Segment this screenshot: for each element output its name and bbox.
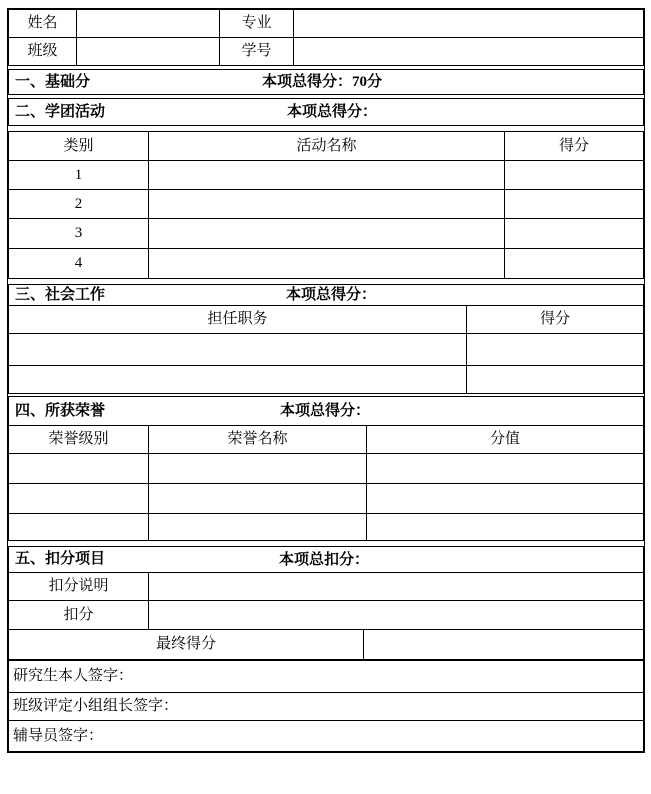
- section-activities-title: 二、学团活动: [15, 103, 106, 120]
- section-base-score-value: 70分: [352, 73, 383, 90]
- section-honors-title: 四、所获荣誉: [15, 402, 106, 419]
- honor-name-cell[interactable]: [149, 514, 367, 541]
- table-row: [9, 397, 644, 426]
- honor-points-cell[interactable]: [367, 484, 644, 514]
- activities-col-category: 类别: [9, 132, 149, 161]
- class-input-cell[interactable]: [77, 38, 220, 66]
- table-row: [9, 484, 644, 514]
- class-label: 班级: [9, 38, 77, 66]
- honor-level-cell[interactable]: [9, 454, 149, 484]
- section-deductions: [8, 546, 644, 660]
- deduction-label: 扣分: [9, 601, 149, 630]
- activity-row-number: 2: [9, 190, 149, 219]
- activity-name-cell[interactable]: [149, 219, 505, 249]
- table-row: [9, 334, 644, 366]
- social-position-cell[interactable]: [9, 366, 467, 394]
- table-row: [9, 285, 644, 306]
- final-score-cell[interactable]: [364, 630, 644, 660]
- table-row: [9, 219, 644, 249]
- honor-points-cell[interactable]: [367, 514, 644, 541]
- info-table: [8, 9, 644, 66]
- honors-col-name: 荣誉名称: [149, 426, 367, 454]
- activity-score-cell[interactable]: [505, 190, 644, 219]
- table-header-row: [9, 132, 644, 161]
- name-input-cell[interactable]: [77, 10, 220, 38]
- activity-score-cell[interactable]: [505, 219, 644, 249]
- section-social: [8, 284, 644, 394]
- table-header-row: [9, 306, 644, 334]
- group-leader-signature-cell[interactable]: 班级评定小组组长签字：: [9, 693, 644, 721]
- section-activities-header: [8, 98, 644, 126]
- social-col-score: 得分: [467, 306, 644, 334]
- table-row: [9, 661, 644, 693]
- honor-name-cell[interactable]: [149, 454, 367, 484]
- section-honors-score-label: 本项总得分：: [280, 402, 371, 419]
- table-row: [9, 601, 644, 630]
- activity-name-cell[interactable]: [149, 190, 505, 219]
- section-social-score-label: 本项总得分：: [286, 286, 377, 303]
- activity-score-cell[interactable]: [505, 249, 644, 279]
- social-position-cell[interactable]: [9, 334, 467, 366]
- section-base-title: 一、基础分: [15, 73, 91, 90]
- social-score-cell[interactable]: [467, 334, 644, 366]
- honors-col-points: 分值: [367, 426, 644, 454]
- table-row: [9, 514, 644, 541]
- activities-col-name: 活动名称: [149, 132, 505, 161]
- table-row: [9, 190, 644, 219]
- section-base-score-label: 本项总得分：: [262, 73, 353, 90]
- activity-score-cell[interactable]: [505, 161, 644, 190]
- deduction-explain-cell[interactable]: [149, 573, 644, 601]
- honor-level-cell[interactable]: [9, 484, 149, 514]
- student-signature-cell[interactable]: 研究生本人签字：: [9, 661, 644, 693]
- section-base: [8, 69, 644, 95]
- table-header-row: [9, 426, 644, 454]
- table-row: [9, 161, 644, 190]
- signatures-table: [8, 660, 644, 752]
- activities-col-score: 得分: [505, 132, 644, 161]
- table-row: [9, 99, 644, 126]
- counselor-signature-cell[interactable]: 辅导员签字：: [9, 721, 644, 752]
- table-row: [9, 454, 644, 484]
- activity-row-number: 1: [9, 161, 149, 190]
- major-label: 专业: [220, 10, 294, 38]
- honors-col-level: 荣誉级别: [9, 426, 149, 454]
- evaluation-form: [7, 8, 645, 753]
- activity-name-cell[interactable]: [149, 161, 505, 190]
- table-row: [9, 630, 644, 660]
- final-score-label: 最终得分: [9, 630, 364, 660]
- activity-name-cell[interactable]: [149, 249, 505, 279]
- table-row: [9, 10, 644, 38]
- section-deductions-title: 五、扣分项目: [15, 551, 106, 568]
- student-id-input-cell[interactable]: [294, 38, 644, 66]
- table-row: [9, 249, 644, 279]
- table-row: [9, 38, 644, 66]
- social-score-cell[interactable]: [467, 366, 644, 394]
- section-honors: [8, 396, 644, 541]
- section-activities-score-label: 本项总得分：: [287, 103, 378, 120]
- table-row: [9, 366, 644, 394]
- table-row: [9, 721, 644, 752]
- name-label: 姓名: [9, 10, 77, 38]
- section-social-title: 三、社会工作: [15, 286, 106, 303]
- activity-row-number: 4: [9, 249, 149, 279]
- deduction-value-cell[interactable]: [149, 601, 644, 630]
- deduction-explain-label: 扣分说明: [9, 573, 149, 601]
- table-row: [9, 573, 644, 601]
- student-id-label: 学号: [220, 38, 294, 66]
- social-col-position: 担任职务: [9, 306, 467, 334]
- table-row: [9, 70, 644, 95]
- activity-row-number: 3: [9, 219, 149, 249]
- honor-level-cell[interactable]: [9, 514, 149, 541]
- honor-points-cell[interactable]: [367, 454, 644, 484]
- major-input-cell[interactable]: [294, 10, 644, 38]
- honor-name-cell[interactable]: [149, 484, 367, 514]
- activities-table: [8, 131, 644, 279]
- table-row: [9, 693, 644, 721]
- table-row: [9, 547, 644, 573]
- section-deductions-score-label: 本项总扣分：: [279, 551, 370, 568]
